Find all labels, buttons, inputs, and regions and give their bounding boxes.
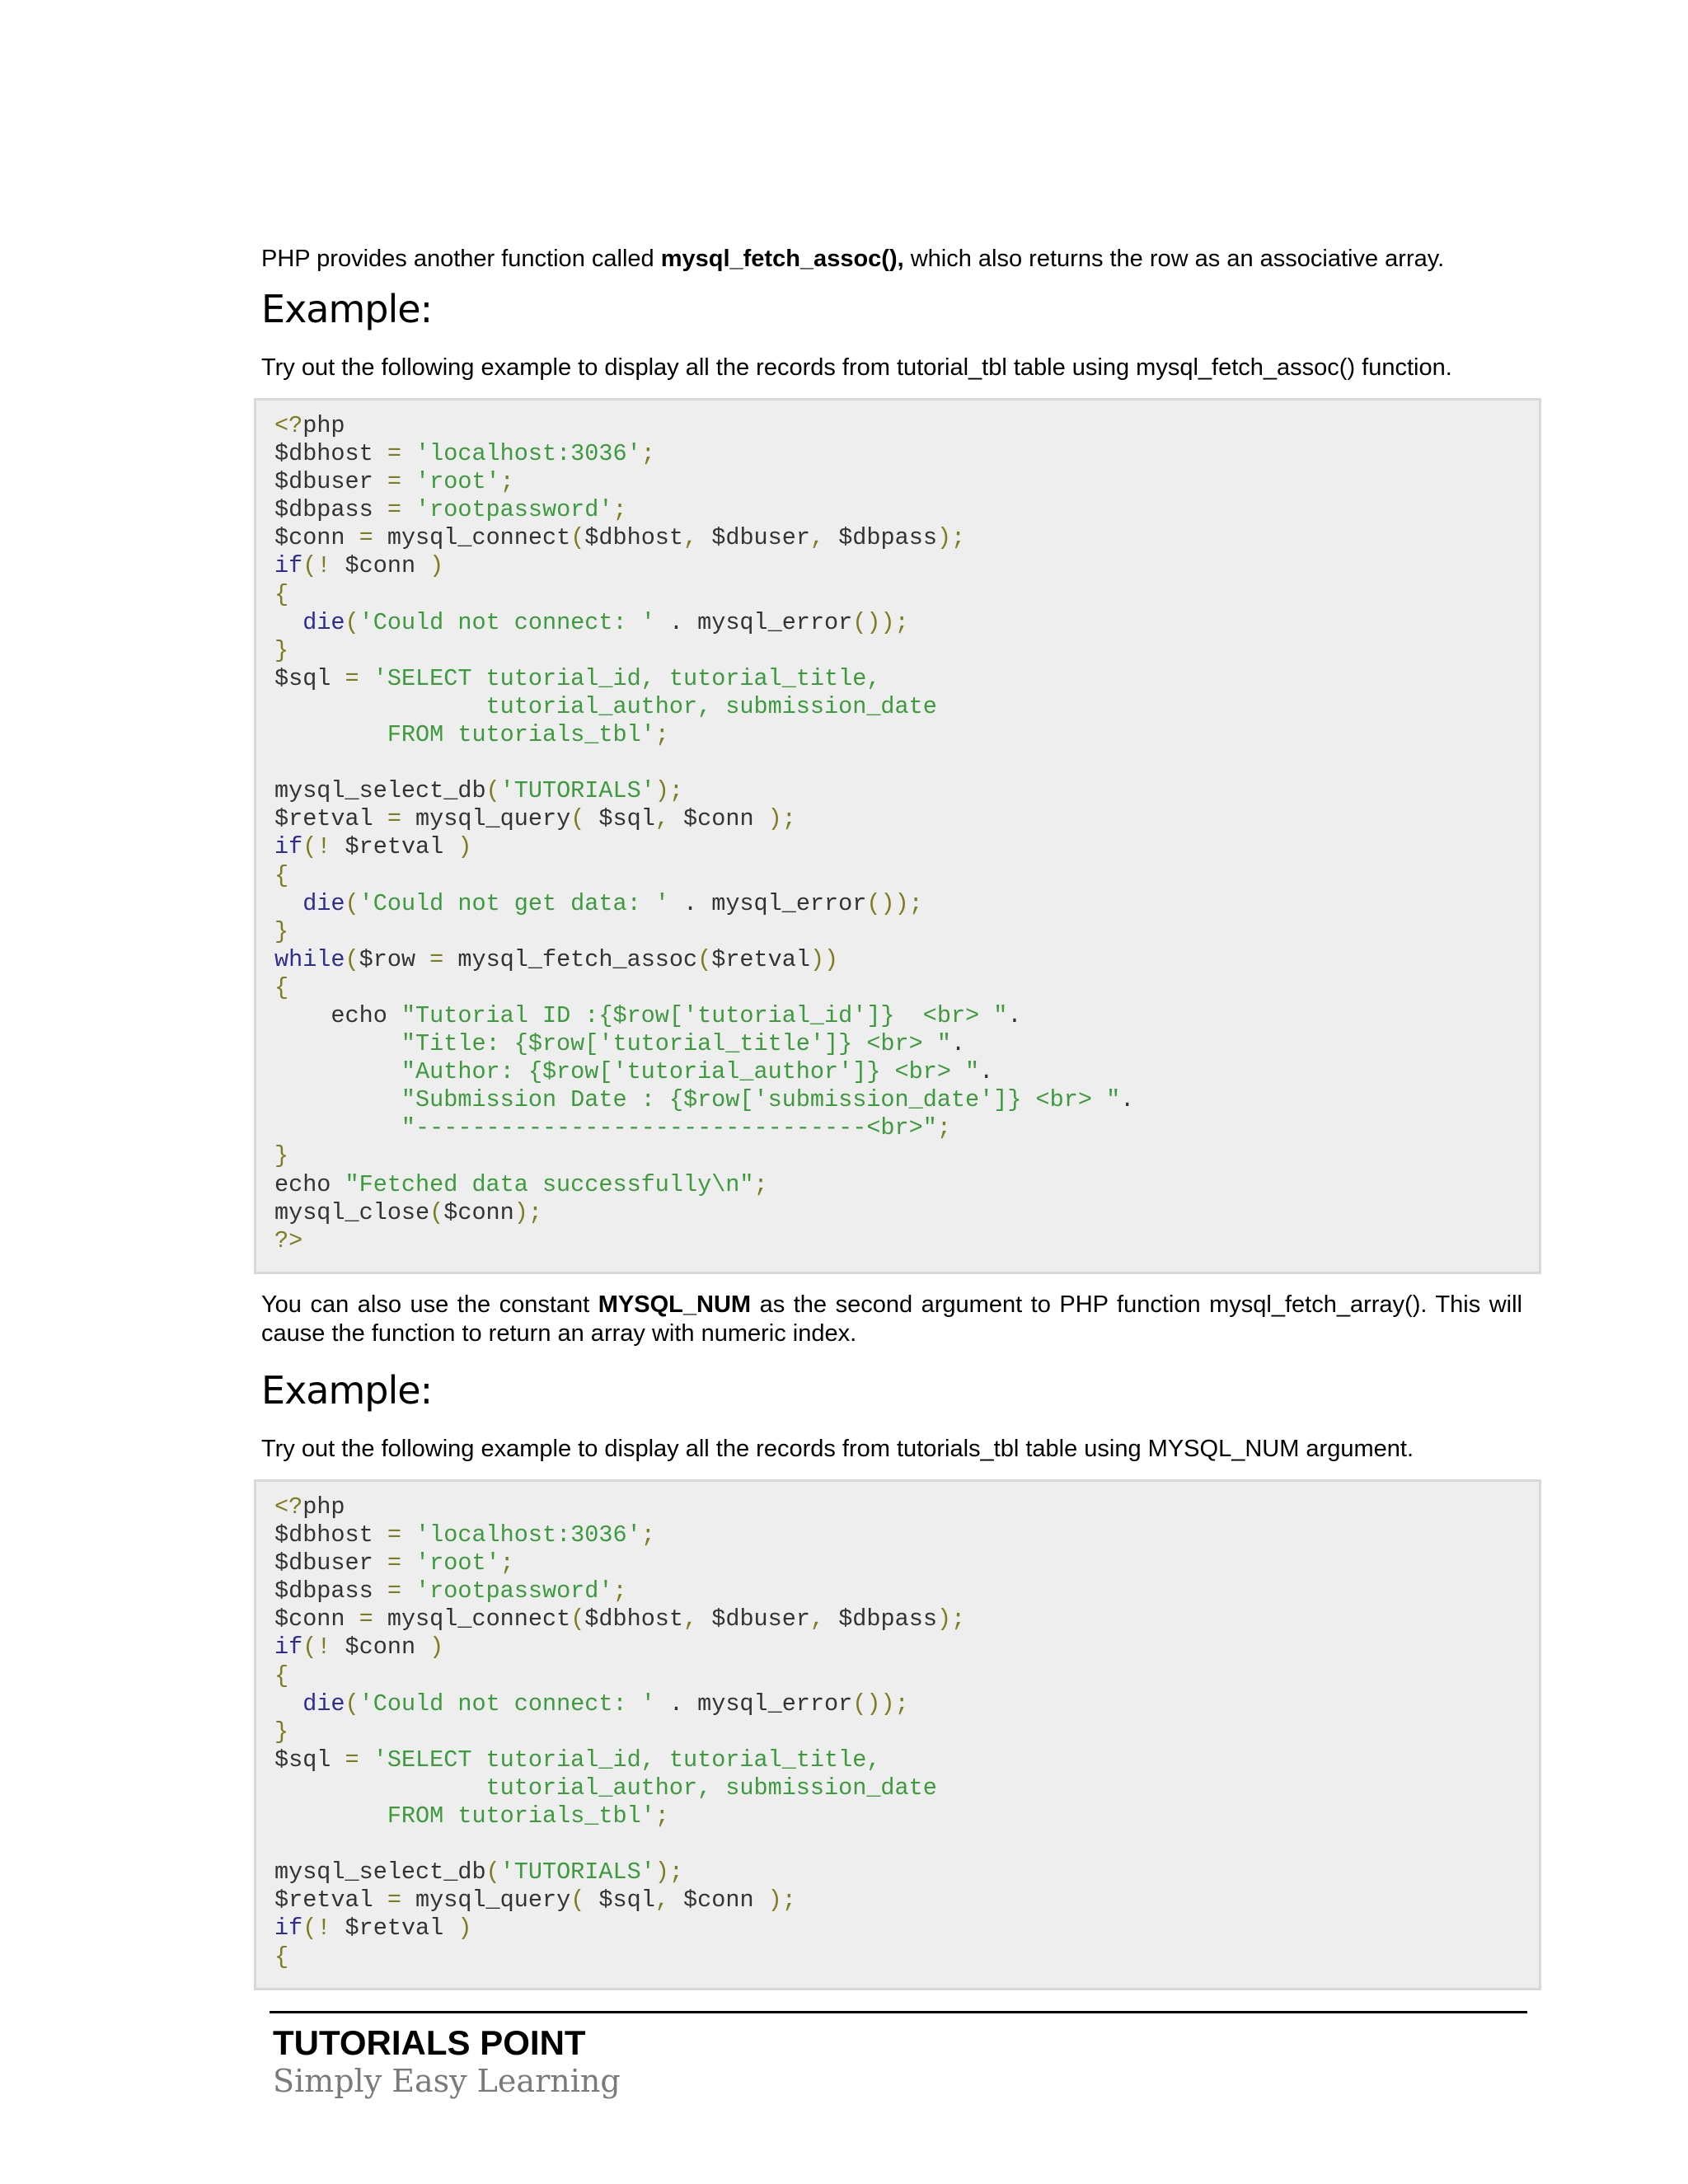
code-token: mysql_query bbox=[415, 805, 571, 833]
num-text-post: as the second argument to PHP function mysql_fetch_array(). This will cause the function to return an array with numeric index. bbox=[261, 1291, 1523, 1347]
code-line bbox=[274, 1633, 1539, 1661]
code-token: ; bbox=[936, 1114, 951, 1142]
code-token: ); bbox=[767, 1886, 796, 1915]
code-token: tutorial_author, submission_date bbox=[274, 692, 937, 720]
code-token: = bbox=[387, 805, 416, 833]
code-token: 'Could not connect: ' bbox=[359, 608, 655, 636]
code-token: if bbox=[274, 833, 303, 861]
code-line bbox=[274, 496, 1539, 524]
code-token: ); bbox=[654, 777, 684, 805]
code-line bbox=[274, 1830, 1539, 1858]
code-token: $dbuser bbox=[711, 524, 810, 552]
code-token: ( bbox=[570, 1605, 585, 1633]
code-token: $retval bbox=[274, 805, 387, 833]
code-line bbox=[274, 1774, 1539, 1802]
code-token: ( bbox=[429, 1198, 444, 1226]
code-token bbox=[274, 890, 302, 917]
code-token: = bbox=[345, 664, 373, 692]
code-token: ( bbox=[345, 1690, 359, 1718]
code-token: 'rootpassword' bbox=[415, 1577, 613, 1605]
code-line bbox=[274, 552, 1539, 580]
code-token: 'root' bbox=[415, 468, 500, 496]
code-token: 'TUTORIALS' bbox=[499, 1858, 655, 1886]
code-line bbox=[274, 524, 1539, 552]
code-line bbox=[274, 1493, 1539, 1521]
code-token: $dbhost bbox=[584, 1605, 684, 1633]
code-token: $dbhost bbox=[274, 1521, 387, 1549]
example-heading-2: Example: bbox=[261, 1368, 433, 1413]
code-token: = bbox=[387, 1549, 416, 1577]
code-token: 'Could not connect: ' bbox=[359, 1690, 655, 1718]
code-token: mysql_close bbox=[274, 1198, 430, 1226]
code-line bbox=[274, 833, 1539, 861]
code-token: ; bbox=[499, 468, 514, 496]
code-line bbox=[274, 1086, 1539, 1114]
code-line bbox=[274, 1915, 1539, 1943]
code-token: $dbuser bbox=[274, 1549, 387, 1577]
code-token: php bbox=[302, 412, 345, 439]
code-token: ; bbox=[612, 496, 627, 524]
code-line bbox=[274, 721, 1539, 749]
code-block-1 bbox=[254, 398, 1541, 1274]
code-line bbox=[274, 637, 1539, 665]
code-token: $dbpass bbox=[274, 496, 387, 524]
code-line bbox=[274, 665, 1539, 693]
code-token: $dbuser bbox=[274, 468, 387, 496]
code-token: . mysql_error bbox=[654, 608, 853, 636]
code-line bbox=[274, 1199, 1539, 1227]
intro-text-post: which also returns the row as an associative array. bbox=[903, 246, 1445, 272]
code-line bbox=[274, 749, 1539, 777]
num-text-pre: You can also use the constant bbox=[261, 1291, 598, 1318]
code-token: , bbox=[683, 524, 712, 552]
code-token: , bbox=[654, 1886, 684, 1915]
code-token: $conn bbox=[274, 1605, 359, 1633]
intro-paragraph bbox=[261, 245, 1522, 274]
code-token: = bbox=[387, 440, 416, 468]
code-token: , bbox=[809, 1605, 839, 1633]
code-token: die bbox=[302, 889, 345, 917]
code-token: echo bbox=[274, 1170, 345, 1198]
code-line bbox=[274, 1549, 1539, 1577]
code-line bbox=[274, 862, 1539, 890]
code-token: die bbox=[302, 1690, 345, 1718]
code-token: = bbox=[387, 1521, 416, 1549]
code-token: . mysql_error bbox=[654, 1690, 853, 1718]
code-token: ; bbox=[654, 1802, 669, 1830]
code-line bbox=[274, 1002, 1539, 1030]
code-token: $conn bbox=[683, 1886, 768, 1915]
code-line bbox=[274, 890, 1539, 918]
code-token: ) bbox=[429, 552, 444, 580]
example-heading-1: Example: bbox=[261, 287, 433, 331]
code-token: } bbox=[274, 917, 289, 945]
code-token: <? bbox=[274, 412, 303, 439]
code-token: $retval bbox=[345, 833, 458, 861]
code-line bbox=[274, 1605, 1539, 1633]
code-token: $row bbox=[359, 945, 430, 973]
code-token: $dbpass bbox=[838, 1605, 937, 1633]
code-token: ()); bbox=[852, 608, 909, 636]
code-line bbox=[274, 1886, 1539, 1915]
code-block-2 bbox=[254, 1479, 1541, 1990]
code-token: "Tutorial ID :{$row['tutorial_id']} <br> " bbox=[401, 1001, 1008, 1029]
code-token: 'TUTORIALS' bbox=[499, 777, 655, 805]
code-token: ( bbox=[570, 524, 585, 552]
code-token: ) bbox=[457, 833, 472, 861]
code-token: } bbox=[274, 636, 289, 664]
code-line bbox=[274, 1114, 1539, 1142]
code-token: $conn bbox=[683, 805, 768, 833]
code-token: 'root' bbox=[415, 1549, 500, 1577]
code-token: 'localhost:3036' bbox=[415, 1521, 641, 1549]
code-token: , bbox=[683, 1605, 712, 1633]
code-token: $sql bbox=[598, 1886, 655, 1915]
code-token: } bbox=[274, 1142, 289, 1170]
code-line bbox=[274, 468, 1539, 496]
code-token: ; bbox=[612, 1577, 627, 1605]
code-line bbox=[274, 693, 1539, 721]
code-token: "Submission Date : {$row['submission_date']} <br> " bbox=[274, 1086, 1121, 1114]
code-token: (! bbox=[302, 552, 345, 580]
code-token: { bbox=[274, 1661, 289, 1690]
code-token: ); bbox=[654, 1858, 684, 1886]
code-token: if bbox=[274, 552, 303, 580]
code-token: $dbhost bbox=[274, 440, 387, 468]
code-token: 'Could not get data: ' bbox=[359, 889, 669, 917]
code-token: echo bbox=[274, 1001, 401, 1029]
code-token: ?> bbox=[274, 1226, 303, 1254]
code-token: $conn bbox=[443, 1198, 514, 1226]
code-token: ) bbox=[457, 1915, 472, 1943]
code-token: <? bbox=[274, 1493, 303, 1521]
code-token: = bbox=[359, 1605, 387, 1633]
code-token: (! bbox=[302, 1915, 345, 1943]
code-token: php bbox=[302, 1493, 345, 1521]
code-token: ( bbox=[345, 945, 359, 973]
code-line bbox=[274, 1746, 1539, 1774]
code-token: $sql bbox=[274, 1746, 345, 1774]
code-token: 'rootpassword' bbox=[415, 496, 613, 524]
code-line bbox=[274, 1227, 1539, 1255]
num-constant-name: MYSQL_NUM bbox=[598, 1291, 752, 1318]
code-token: ( bbox=[570, 1886, 599, 1915]
code-token: FROM tutorials_tbl' bbox=[274, 721, 655, 749]
code-token: ( bbox=[345, 608, 359, 636]
example-description-1: Try out the following example to display all the records from tutorial_tbl table using mysql_fetch_assoc() function. bbox=[261, 354, 1452, 381]
code-token: $retval bbox=[711, 945, 810, 973]
example-description-2: Try out the following example to display all the records from tutorials_tbl table using MYSQL_NUM argument. bbox=[261, 1436, 1414, 1462]
code-token: 'localhost:3036' bbox=[415, 440, 641, 468]
code-token: mysql_connect bbox=[387, 524, 571, 552]
code-token: $dbhost bbox=[584, 524, 684, 552]
code-token bbox=[274, 609, 302, 636]
code-token: . bbox=[979, 1058, 994, 1086]
code-token: if bbox=[274, 1915, 303, 1943]
code-token: ( bbox=[345, 889, 359, 917]
footer-divider bbox=[270, 2011, 1527, 2013]
code-token: . bbox=[1120, 1086, 1135, 1114]
code-token: , bbox=[809, 524, 839, 552]
code-token: ()); bbox=[866, 889, 923, 917]
code-token: = bbox=[387, 468, 416, 496]
code-line bbox=[274, 412, 1539, 440]
code-line bbox=[274, 1058, 1539, 1086]
code-token: if bbox=[274, 1633, 303, 1661]
code-token: mysql_select_db bbox=[274, 1858, 486, 1886]
code-token: } bbox=[274, 1718, 289, 1746]
code-token: $retval bbox=[345, 1915, 458, 1943]
code-token: { bbox=[274, 1943, 289, 1971]
code-token: ); bbox=[767, 805, 796, 833]
code-token: ); bbox=[936, 524, 966, 552]
code-token: . bbox=[950, 1030, 966, 1058]
code-line bbox=[274, 1943, 1539, 1971]
intro-function-name: mysql_fetch_assoc(), bbox=[660, 246, 904, 272]
code-token: . mysql_error bbox=[668, 889, 867, 917]
code-token: "Title: {$row['tutorial_title']} <br> " bbox=[274, 1030, 951, 1058]
code-token: $dbpass bbox=[838, 524, 937, 552]
code-token: "--------------------------------<br>" bbox=[274, 1114, 937, 1142]
code-token: ; bbox=[640, 440, 655, 468]
code-token: , bbox=[654, 805, 684, 833]
code-token: $sql bbox=[274, 664, 345, 692]
intro-text-pre: PHP provides another function called bbox=[261, 246, 661, 272]
code-line bbox=[274, 777, 1539, 805]
footer-brand-tagline: Simply Easy Learning bbox=[273, 2063, 621, 2099]
code-token: { bbox=[274, 861, 289, 889]
code-line bbox=[274, 1030, 1539, 1058]
code-token: $conn bbox=[345, 1633, 430, 1661]
code-line bbox=[274, 805, 1539, 833]
code-token: { bbox=[274, 973, 289, 1001]
code-token: 'SELECT tutorial_id, tutorial_title, bbox=[373, 664, 881, 692]
code-token: = bbox=[387, 1886, 416, 1915]
code-token: . bbox=[1007, 1001, 1022, 1029]
code-token: mysql_fetch_assoc bbox=[457, 945, 698, 973]
code-line bbox=[274, 1690, 1539, 1718]
code-line bbox=[274, 946, 1539, 974]
code-token: ) bbox=[429, 1633, 444, 1661]
code-token: mysql_select_db bbox=[274, 777, 486, 805]
code-token: ; bbox=[654, 721, 669, 749]
code-token: "Fetched data successfully\n" bbox=[345, 1170, 754, 1198]
code-listing-2 bbox=[274, 1493, 1539, 1971]
code-token: ; bbox=[499, 1549, 514, 1577]
code-line bbox=[274, 1858, 1539, 1886]
code-token: ( bbox=[485, 1858, 500, 1886]
code-token: (! bbox=[302, 833, 345, 861]
code-token: $conn bbox=[345, 552, 430, 580]
code-token: ( bbox=[485, 777, 500, 805]
code-token: $sql bbox=[598, 805, 655, 833]
code-token: FROM tutorials_tbl' bbox=[274, 1802, 655, 1830]
code-token: 'SELECT tutorial_id, tutorial_title, bbox=[373, 1746, 881, 1774]
mysql-num-paragraph bbox=[261, 1291, 1522, 1348]
code-token: $conn bbox=[274, 524, 359, 552]
code-token: mysql_query bbox=[415, 1886, 571, 1915]
code-token: = bbox=[359, 524, 387, 552]
code-line bbox=[274, 918, 1539, 946]
code-token: ( bbox=[570, 805, 599, 833]
code-token: tutorial_author, submission_date bbox=[274, 1774, 937, 1802]
code-token: die bbox=[302, 608, 345, 636]
code-line bbox=[274, 609, 1539, 637]
code-line bbox=[274, 440, 1539, 468]
code-token: while bbox=[274, 945, 345, 973]
code-token: mysql_connect bbox=[387, 1605, 571, 1633]
code-line bbox=[274, 1718, 1539, 1746]
code-line bbox=[274, 581, 1539, 609]
code-token: $dbpass bbox=[274, 1577, 387, 1605]
footer-brand-title: TUTORIALS POINT bbox=[273, 2023, 586, 2062]
code-line bbox=[274, 1171, 1539, 1199]
code-token: = bbox=[387, 1577, 416, 1605]
code-line bbox=[274, 1577, 1539, 1605]
code-token: $dbuser bbox=[711, 1605, 810, 1633]
code-token: = bbox=[387, 496, 416, 524]
code-line bbox=[274, 1521, 1539, 1549]
code-token: ; bbox=[640, 1521, 655, 1549]
code-token: ); bbox=[936, 1605, 966, 1633]
code-line bbox=[274, 974, 1539, 1002]
code-token: $retval bbox=[274, 1886, 387, 1915]
code-token: (! bbox=[302, 1633, 345, 1661]
code-token: ; bbox=[753, 1170, 768, 1198]
code-token: = bbox=[345, 1746, 373, 1774]
code-token: )) bbox=[809, 945, 839, 973]
code-token bbox=[274, 1690, 302, 1718]
code-line bbox=[274, 1802, 1539, 1830]
code-token: ); bbox=[513, 1198, 542, 1226]
code-token: "Author: {$row['tutorial_author']} <br> " bbox=[274, 1058, 980, 1086]
code-line bbox=[274, 1142, 1539, 1170]
code-listing-1 bbox=[274, 412, 1539, 1255]
code-token: { bbox=[274, 580, 289, 608]
code-token: = bbox=[429, 945, 458, 973]
code-token: ( bbox=[697, 945, 712, 973]
code-token: ()); bbox=[852, 1690, 909, 1718]
code-line bbox=[274, 1662, 1539, 1690]
